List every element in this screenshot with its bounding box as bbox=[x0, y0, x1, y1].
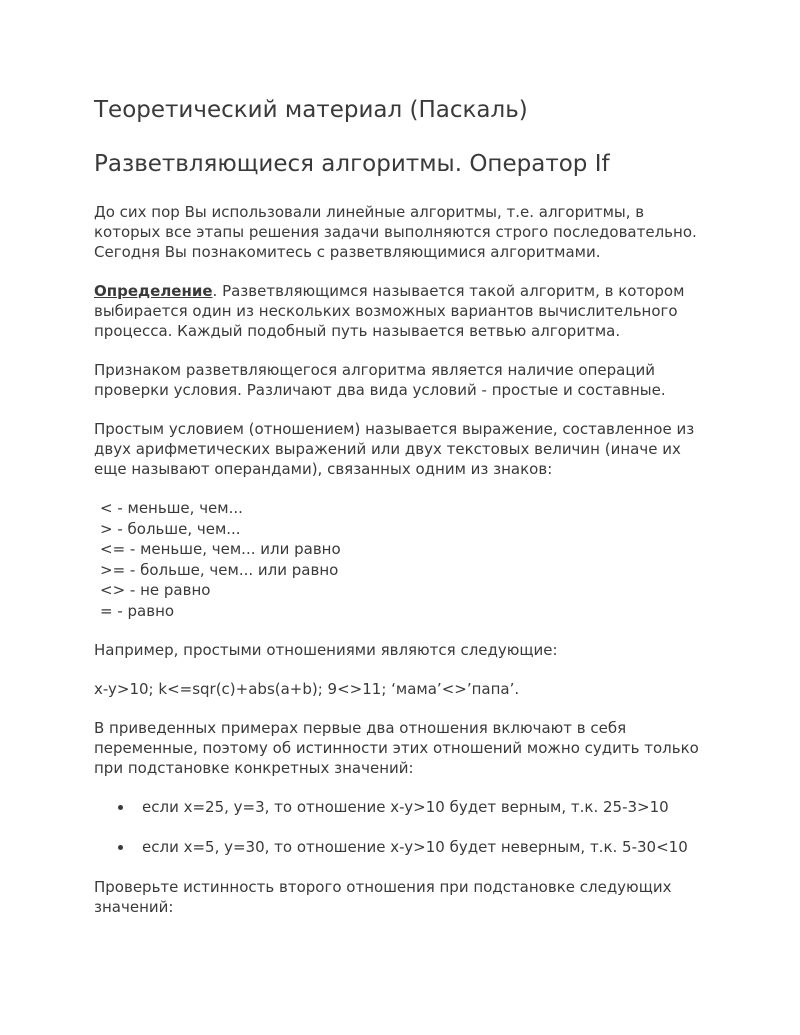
sign-not-equal: <> - не равно bbox=[100, 581, 211, 599]
example-intro-paragraph: Например, простыми отношениями являются следующие: bbox=[94, 641, 558, 659]
examples-paragraph: x-y>10; k<=sqr(c)+abs(a+b); 9<>11; ‘мама’<>’папа’. bbox=[94, 680, 520, 698]
sign-equal: = - равно bbox=[100, 601, 175, 620]
bullet-icon bbox=[118, 805, 123, 810]
bullet-list bbox=[94, 797, 714, 857]
sign-less: < - меньше, чем... bbox=[100, 499, 243, 517]
definition-paragraph bbox=[94, 281, 714, 341]
definition-term: Определение bbox=[94, 282, 213, 300]
bullet-icon bbox=[118, 845, 123, 850]
intro-paragraph: До сих пор Вы использовали линейные алгоритмы, т.е. алгоритмы, в которых все этапы решения задачи выполняются строго последовательно. Сегодня Вы познакомитесь с разветвляющимися алгоритмами. bbox=[94, 203, 697, 261]
simple-condition-paragraph: Простым условием (отношением) называется выражение, составленное из двух арифметических выражений или двух текстовых величин (иначе их еще называют операндами), связанных одним из знаков: bbox=[94, 420, 695, 478]
list-item-text: если x=25, y=3, то отношение x-y>10 будет верным, т.к. 25-3>10 bbox=[142, 798, 669, 816]
sign-greater: > - больше, чем... bbox=[100, 519, 241, 538]
list-item bbox=[94, 837, 714, 857]
definition-text: . Разветвляющимся называется такой алгоритм, в котором выбирается один из нескольких возможных вариантов вычислительного процесса. Каждый подобный путь называется ветвью алгоритма. bbox=[94, 282, 685, 340]
page-title: Теоретический материал (Паскаль) bbox=[94, 97, 528, 123]
variables-paragraph: В приведенных примерах первые два отношения включают в себя переменные, поэтому об истинности этих отношений можно судить только при подстановке конкретных значений: bbox=[94, 719, 699, 777]
sign-less-equal: <= - меньше, чем... или равно bbox=[100, 540, 341, 558]
section-title: Разветвляющиеся алгоритмы. Оператор If bbox=[94, 151, 610, 177]
sign-greater-equal: >= - больше, чем... или равно bbox=[100, 560, 339, 579]
document-content bbox=[94, 92, 714, 936]
list-item bbox=[94, 797, 714, 817]
branching-sign-paragraph: Признаком разветвляющегося алгоритма является наличие операций проверки условия. Различают два вида условий - простые и составные. bbox=[94, 361, 666, 399]
check-paragraph: Проверьте истинность второго отношения при подстановке следующих значений: bbox=[94, 878, 672, 916]
list-item-text: если x=5, y=30, то отношение x-y>10 будет неверным, т.к. 5-30<10 bbox=[142, 838, 688, 856]
comparison-signs-list bbox=[100, 498, 714, 621]
